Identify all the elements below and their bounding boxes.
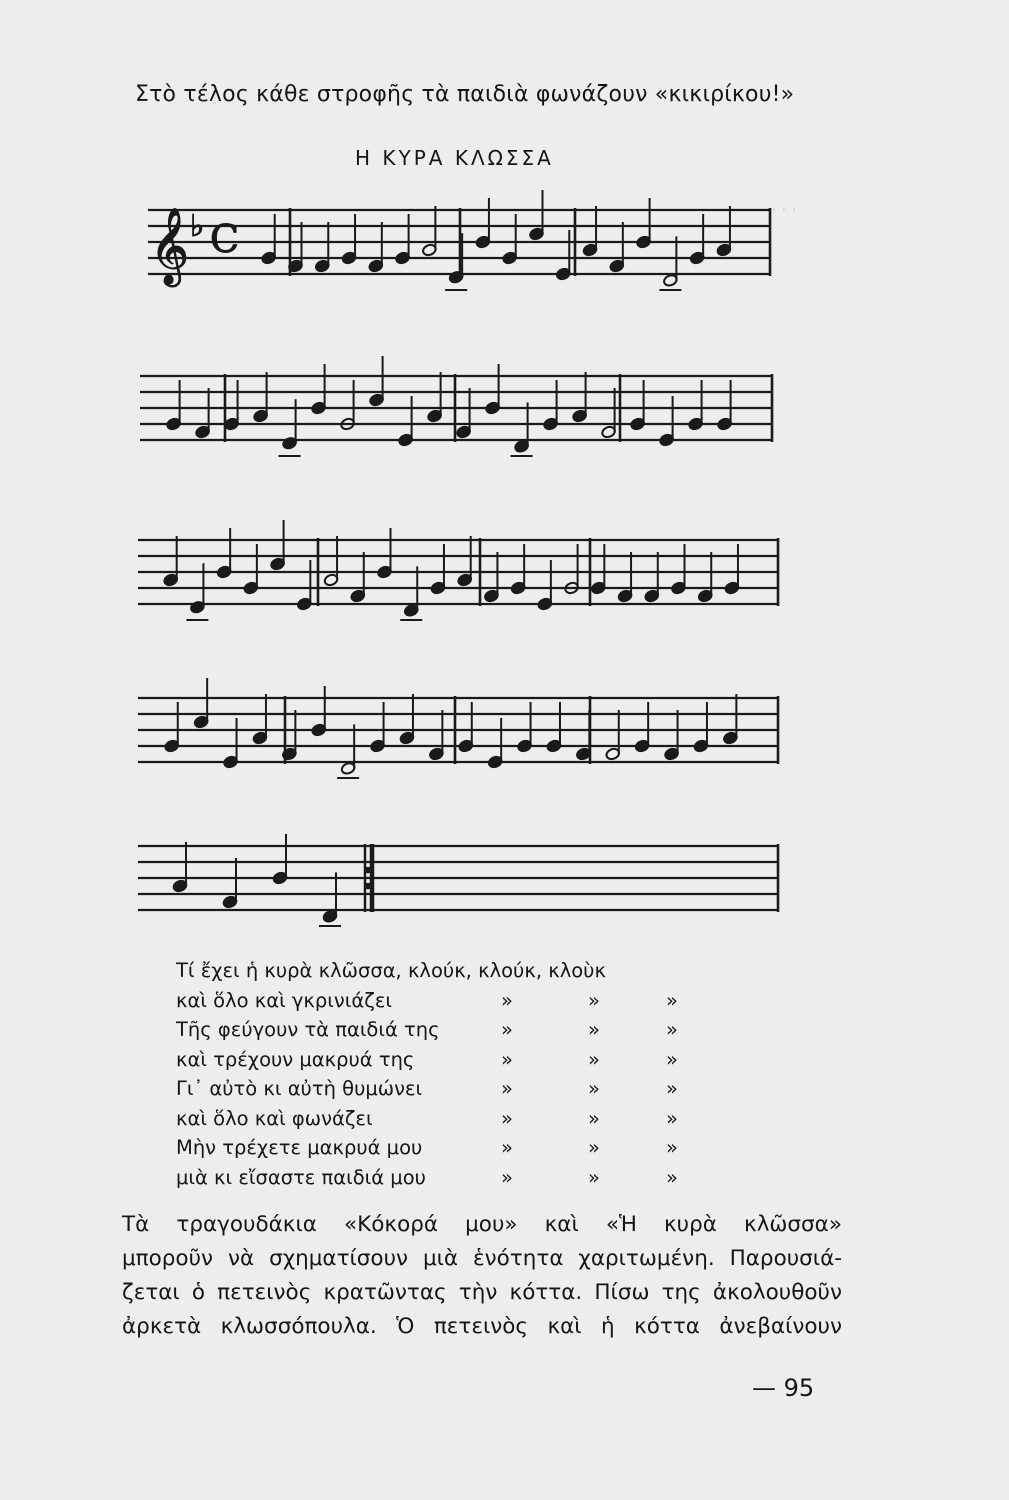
lyric-line [176,1045,736,1075]
ditto-mark: » [501,988,513,1012]
ditto-mark: » [501,1047,513,1071]
show-through-text: · · · · · · · · · · [700,200,797,219]
ditto-mark: » [666,1136,678,1159]
ditto-mark: » [666,988,678,1012]
body-paragraph [122,1208,842,1344]
ditto-mark: » [666,1106,678,1130]
lyric-text: Τῆς φεύγουν τὰ παιδιά της [176,1018,440,1041]
lyric-text: καὶ ὅλο καὶ φωνάζει [176,1106,373,1130]
ditto-mark: » [588,1047,600,1071]
time-signature: C [210,217,240,261]
ditto-mark: » [501,1165,513,1189]
lyric-line [176,956,736,986]
paragraph-line: ζεται ὁ πετεινὸς κρατῶντας τὴν κόττα. Πίσω της ἀκολουθοῦν [122,1280,842,1305]
lyric-text: Γι᾿ αὐτὸ κι αὐτὴ θυμώνει [176,1077,423,1100]
lyric-text: Μὴν τρέχετε μακρυά μου [176,1136,423,1159]
ditto-mark: » [588,1018,600,1041]
lyrics-block [176,956,736,1192]
lyric-text: Τί ἔχει ἡ κυρὰ κλῶσσα, κλούκ, κλούκ, κλοὺκ [176,959,606,982]
fermata-dot [365,867,371,873]
paragraph-line: ἀρκετὰ κλωσσόπουλα. Ὁ πετεινὸς καὶ ἡ κόττα ἀνεβαίνουν [122,1314,842,1339]
lyric-line [176,986,736,1016]
ditto-mark: » [501,1077,513,1100]
ditto-mark: » [666,1047,678,1071]
lyric-line [176,1163,736,1193]
ditto-mark: » [588,1136,600,1159]
lyric-line [176,1104,736,1134]
ditto-mark: » [588,1106,600,1130]
lyric-text: καὶ ὅλο καὶ γκρινιάζει [176,988,392,1012]
paragraph-line: Τὰ τραγουδάκια «Κόκορά μου» καὶ «Ἡ κυρὰ κλῶσσα» [122,1212,842,1237]
ditto-mark: » [588,1077,600,1100]
page-number: — 95 [752,1374,815,1402]
lyric-line [176,1015,736,1045]
intro-text: Στὸ τέλος κάθε στροφῆς τὰ παιδιὰ φωνάζουν «κικιρίκου!» [135,82,795,107]
ditto-mark: » [666,1165,678,1189]
ditto-mark: » [666,1018,678,1041]
ditto-mark: » [501,1136,513,1159]
song-title: Η ΚΥΡΑ ΚΛΩΣΣΑ [355,146,554,170]
ditto-mark: » [501,1106,513,1130]
flat-sign: ♭ [190,209,205,244]
paragraph-line: μποροῦν νὰ σχηματίσουν μιὰ ἑνότητα χαριτωμένη. Παρουσιά- [122,1246,842,1271]
lyric-line [176,1133,736,1163]
ditto-mark: » [588,988,600,1012]
staff-systems [138,190,778,926]
lyric-line [176,1074,736,1104]
lyric-text: καὶ τρέχουν μακρυά της [176,1047,415,1071]
treble-clef: 𝄞 [150,207,190,284]
ditto-mark: » [666,1077,678,1100]
fermata-dot [365,883,371,889]
ditto-mark: » [501,1018,513,1041]
lyric-text: μιὰ κι εἴσαστε παιδιά μου [176,1165,426,1189]
ditto-mark: » [588,1165,600,1189]
